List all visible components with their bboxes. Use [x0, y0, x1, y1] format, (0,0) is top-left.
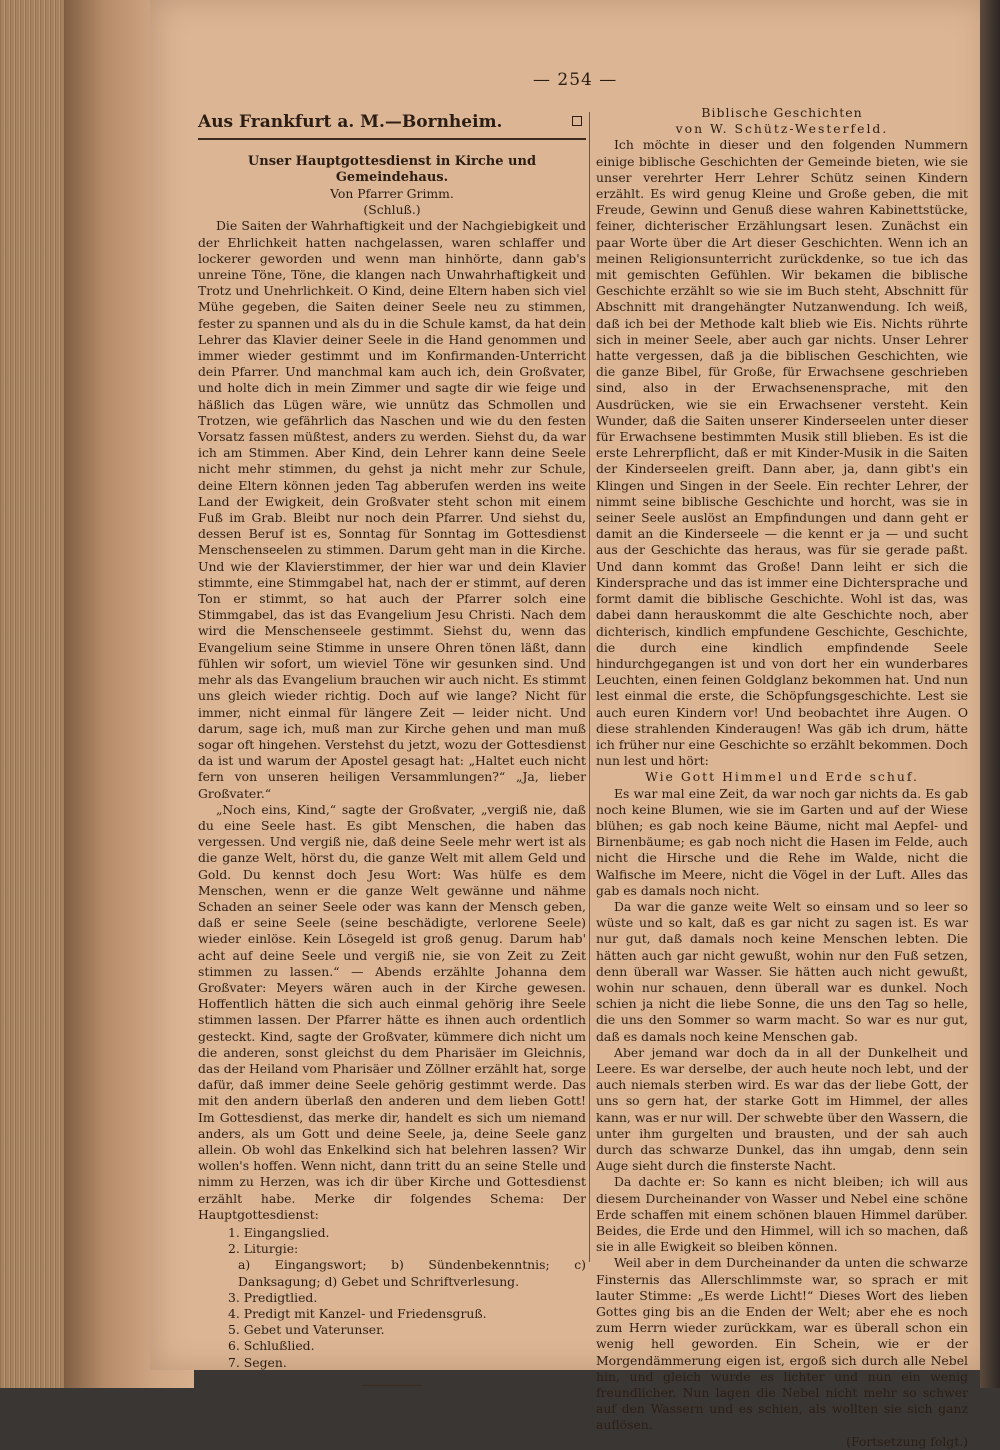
right-title: Biblische Geschichten — [701, 105, 863, 120]
service-schema-list — [198, 1225, 586, 1371]
page-number: — 254 — — [533, 70, 618, 90]
left-paragraph: Die Saiten der Wahrhaftigkeit und der Nachgiebigkeit und der Ehrlichkeit hatten nachgelassen, waren schlaffer und lockerer geworden und wenn man hinhörte, dann gab's unreine Töne, Töne, die klangen nach Unwahrhaftigkeit und Trotz und Unehrlichkeit. O Kind, deine Eltern haben sich viel Mühe gegeben, die Saiten deiner Seele neu zu stimmen, fester zu spannen und als du in die Schule kamst, da hat dein Lehrer das Klavier deiner Seele in die Hand genommen und immer wieder gestimmt und im Konfirmanden-Unterricht dein Pfarrer. Und manchmal kam auch ich, dein Großvater, und holte dich in mein Zimmer und sagte dir wie feige und häßlich das Lügen wäre, wie unnütz das Schmollen und Trotzen, wie gefährlich das Naschen und wie du den festen Vorsatz fassen müßtest, anders zu werden. Siehst du, da war ich am Stimmen. Aber Kind, dein Lehrer kann deine Seele nicht mehr stimmen, du gehst ja nicht mehr zur Schule, deine Eltern können jeden Tag abberufen werden ins weite Land der Ewigkeit, dein Großvater steht schon mit einem Fuß im Grab. Bleibt nur noch dein Pfarrer. Und siehst du, dessen Beruf ist es, Sonntag für Sonntag im Gottesdienst Menschenseelen zu stimmen. Darum geht man in die Kirche. Und wie der Klavierstimmer, der hier war und dein Klavier stimmte, eine Stimmgabel hat, nach der er stimmt, auf deren Ton er stimmt, so hat auch der Pfarrer solch eine Stimmgabel, das ist das Evangelium Jesu Christi. Nach dem wird die Menschenseele gestimmt. Siehst du, wenn das Evangelium seine Stimme in unsere Ohren tönen läßt, dann fühlen wir sofort, um wieviel Töne wir gesunken sind. Und mehr als das Evangelium brauchen wir auch nicht. Es stimmt uns gleich wieder richtig. Doch auf wie lange? Nicht für immer, nicht einmal für längere Zeit — leider nicht. Und darum, sage ich, muß man zur Kirche gehen und man muß sogar oft hingehen. Verstehst du jetzt, wozu der Gottesdienst da ist und warum der Apostel gesagt hat: „Haltet euch nicht fern von unseren heiligen Versammlungen?“ „Ja, lieber Großvater.“ — [198, 218, 586, 801]
story-paragraph: Weil aber in dem Durcheinander da unten die schwarze Finsternis das Allerschlimmste war, so sprach er mit lauter Stimme: „Es werde Licht!“ Dieses Wort des lieben Gottes ging bis an die Enden der Welt; aber ehe es noch zum Herrn wieder zurückkam, war es überall schon ein wenig hell geworden. Ein Schein, wie er der Morgendämmerung eigen ist, ergoß sich durch alle Nebel hin, und gleich wurde es lichter und nun ein wenig freundlicher. Nun lagen die Nebel nicht mehr so schwer auf den Wassern und es schien, als wollten sie sich ganz auflösen. — [596, 1255, 968, 1433]
schema-item: 7. Segen. — [228, 1354, 287, 1370]
right-column — [596, 105, 968, 1450]
right-author: von W. Schütz-Westerfeld. — [675, 121, 889, 137]
schema-item: 6. Schlußlied. — [228, 1338, 315, 1354]
square-ornament-icon — [572, 116, 582, 126]
left-author: Von Pfarrer Grimm. — [330, 186, 454, 201]
book-page-edges — [0, 0, 64, 1388]
schema-item: 3. Predigtlied. — [228, 1289, 318, 1305]
schema-item: 2. Liturgie: — [228, 1241, 299, 1257]
end-rule — [362, 1385, 422, 1386]
page-right-edge — [980, 0, 1000, 1388]
story-paragraph: Es war mal eine Zeit, da war noch gar nichts da. Es gab noch keine Blumen, wie sie im Garten und auf der Wiese blühen; es gab noch keine Bäume, nicht mal Aepfel- und Birnenbäume; es gab noch nicht die Hasen im Felde, auch nicht die Hirsche und die Rehe im Walde, nicht die Walfische im Meere, nicht die Vögel in der Luft. Alles das gab es damals noch nicht. — [596, 785, 968, 898]
schema-item: 1. Eingangslied. — [228, 1225, 330, 1240]
left-heading — [198, 112, 586, 140]
story-paragraph: Da dachte er: So kann es nicht bleiben; ich will aus diesem Durcheinander von Wasser und Nebel eine schöne Erde schaffen mit einem schönen blauen Himmel darüber. Beides, die Erde und den Himmel, will ich so machen, daß sie in alle Ewigkeit so bleiben können. — [596, 1174, 968, 1255]
story-paragraph: Da war die ganze weite Welt so einsam und so leer so wüste und so kalt, daß es gar nicht zu sagen ist. Es war nur gut, daß damals noch keine Menschen lebten. Die hätten auch gar nicht gewußt, wohin nur den Fuß setzen, denn überall war Wasser. Sie hätten auch nicht gewußt, wohin nur schauen, denn überall war es dunkel. Noch schien ja nicht die liebe Sonne, die uns den Tag so helle, die uns den Sommer so warm macht. So war es nur gut, daß es damals noch keine Menschen gab. — [596, 898, 968, 1044]
story-title: Wie Gott Himmel und Erde schuf. — [645, 769, 919, 785]
left-subheading: Unser Hauptgottesdienst in Kirche und Gemeindehaus. — [247, 154, 537, 185]
left-column — [198, 112, 586, 1386]
story-paragraph: Aber jemand war doch da in all der Dunkelheit und Leere. Es war derselbe, der auch heute noch lebt, und der auch niemals sterben wird. Es war das der liebe Gott, der uns so gern hat, der starke Gott im Himmel, der alles kann, was er nur will. Der schwebte über den Wassern, die unter ihm gurgelten und brausten, und der sah auch durch das schwarze Dunkel, das ihn umgab, denn sein Auge sieht durch die finsterste Nacht. — [596, 1044, 968, 1174]
schema-subitem: a) Eingangswort; b) Sündenbekenntnis; c) Danksagung; d) Gebet und Schriftverlesung. — [238, 1257, 586, 1289]
schema-item: 5. Gebet und Vaterunser. — [228, 1322, 385, 1338]
continuation-note: (Fortsetzung folgt.) — [846, 1433, 968, 1449]
schema-item: 4. Predigt mit Kanzel- und Friedensgruß. — [228, 1306, 487, 1322]
right-intro-paragraph: Ich möchte in dieser und den folgenden Nummern einige biblische Geschichten der Gemeinde bieten, wie sie unser verehrter Herr Lehrer Schütz seinen Kindern erzählt. Es wird genug Kleine und Große geben, die mit Freude, Gewinn und Genuß diese wahren Kabinettstücke, feiner, dichterischer Erzählungsart lesen. Zunächst ein paar Worte über die Art dieser Geschichten. Wenn ich an meinen Religionsunterricht zurückdenke, so tue ich das mit gemischten Gefühlen. Wir bekamen die biblische Geschichte erzählt so wie sie im Buch steht, Abschnitt für Abschnitt mit drangehängter Nutzanwendung. Ich weiß, daß ich bei der Methode kalt blieb wie Eis. Nichts rührte sich in meiner Seele, aber auch gar nichts. Unser Lehrer hatte vergessen, daß ja die biblischen Geschichten, wie die ganze Bibel, für Große, für Erwachsene geschrieben sind, also in der Erwachsenensprache, mit den Ausdrücken, wie sie ein Erwachsener versteht. Kein Wunder, daß die Saiten unserer Kinderseelen unter dieser für Erwachsene bestimmten Musik still blieben. Es ist die erste Lehrerpflicht, daß er mit Kinder-Musik in die Saiten der Kinderseelen greift. Dann aber, ja, dann gibt's ein Klingen und Singen in der Seele. Ein rechter Lehrer, der nimmt seine biblische Geschichte und horcht, was sie in seiner Seele auslöst an Empfindungen und dann geht er damit an die Kinderseele — die kennt er ja — und sucht aus der Geschichte das heraus, was für sie gerade paßt. Und dann kommt das Große! Dann leiht er sich die Kindersprache und das ist immer eine Dichtersprache und formt damit die biblische Geschichte. Wohl ist das, was dabei dann herauskommt die alte Geschichte noch, aber dichterisch, kindlich empfundene Geschichte, Geschichte, die durch eine kindlich empfindende Seele hindurchgegangen ist und von dort her ein wunderbares Leuchten, einen feinen Goldglanz bekommen hat. Und nun lest einmal die erste, die Schöpfungsgeschichte. Lest sie auch euren Kindern vor! Und beobachtet ihre Augen. O diese strahlenden Kinderaugen! Was gäb ich drum, hätte ich früher nur eine Geschichte so erzählt bekommen. Doch nun lest und hört: — [596, 137, 968, 769]
left-paragraph: „Noch eins, Kind,“ sagte der Großvater, „vergiß nie, daß du eine Seele hast. Es gibt Menschen, die haben das vergessen. Und vergiß nie, daß deine Seele mehr wert ist als die ganze Welt, hörst du, die ganze Welt mit allem Geld und Gold. Du kennst doch Jesu Wort: Was hülfe es dem Menschen, wenn er die ganze Welt gewänne und nähme Schaden an seiner Seele oder was kann der Mensch geben, daß er seine Seele (seine beschädigte, verlorene Seele) wieder einlöse. Kein Lösegeld ist groß genug. Darum hab' acht auf deine Seele und vergiß nie, sie von Zeit zu Zeit stimmen zu lassen.“ — Abends erzählte Johanna dem Großvater: Meyers wären auch in der Kirche gewesen. Hoffentlich hätten die sich auch einmal gehörig ihre Seele stimmen lassen. Der Pfarrer hätte es ihnen auch ordentlich gesteckt. Kind, sagte der Großvater, kümmere dich nicht um die anderen, sonst gleichst du dem Pharisäer im Gleichnis, das der Heiland vom Pharisäer und Zöllner erzählt hat, sorge dafür, daß immer deine Seele gehörig gestimmt werde. Das mit den andern überlaß den anderen und dem lieben Gott! Im Gottesdienst, das merke dir, handelt es sich um niemand anders, als um Gott und deine Seele, ja, deine Seele ganz allein. Ob wohl das Enkelkind sich hat belehren lassen? Wir wollen's hoffen. Wenn nicht, dann tritt du an seine Stelle und nimm zu Herzen, was ich dir über Kirche und Gottesdienst erzählt habe. Merke dir folgendes Schema: Der Hauptgottesdienst: — [198, 801, 586, 1222]
left-heading-text: Aus Frankfurt a. M.—Bornheim. — [198, 112, 503, 132]
column-divider — [589, 112, 590, 1262]
left-conclusion-mark: (Schluß.) — [363, 202, 421, 218]
